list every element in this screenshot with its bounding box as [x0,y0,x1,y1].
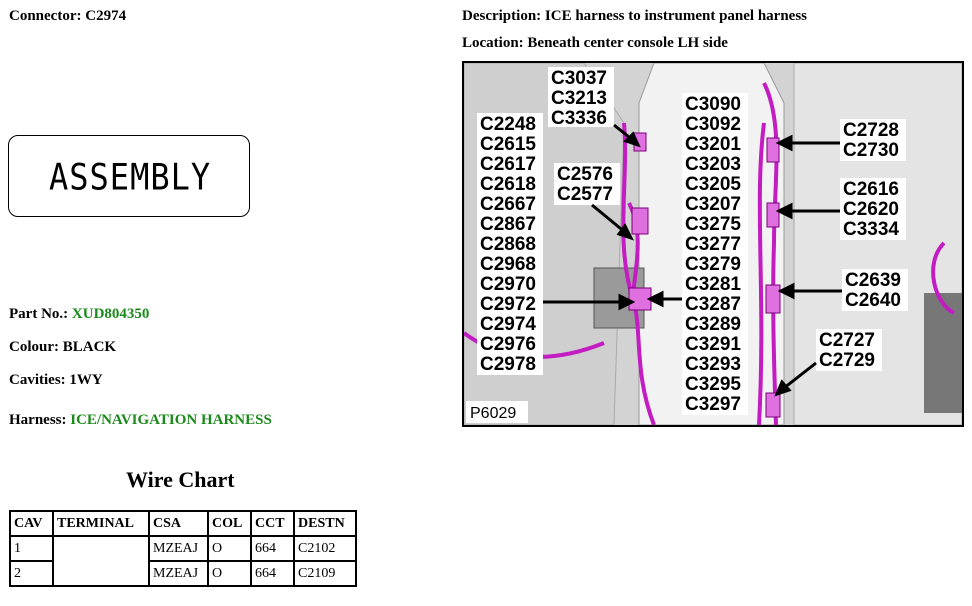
label-c2727: C2727 [819,330,875,351]
connector-body [766,393,780,417]
label-c2976: C2976 [480,334,536,355]
colour-line [9,339,116,356]
part-no-link[interactable]: XUD804350 [71,306,150,322]
label-c2730: C2730 [843,140,899,161]
col-destn: DESTN [294,511,356,536]
connector-body [767,203,779,227]
right-bracket-shape [924,293,962,413]
wire-chart-header-row [10,511,356,536]
location-value: Beneath center console LH side [527,35,728,51]
label-c2974: C2974 [480,314,536,335]
label-c3279: C3279 [685,254,741,275]
colour-label: Colour: [9,339,59,355]
label-c3092: C3092 [685,114,741,135]
label-c2617: C2617 [480,154,536,175]
description-line [462,8,807,25]
label-c3291: C3291 [685,334,741,355]
photo-id-label: P6029 [470,405,517,422]
cell-col: O [208,561,251,586]
cell-cct: 664 [251,561,294,586]
harness-label: Harness: [9,412,67,428]
connector-line [9,8,126,25]
cavities-line [9,372,103,389]
label-c3295: C3295 [685,374,741,395]
label-c2968: C2968 [480,254,536,275]
cell-cav: 2 [10,561,53,586]
cell-col: O [208,536,251,561]
label-c2618: C2618 [480,174,536,195]
location-label: Location: [462,35,524,51]
label-c3287: C3287 [685,294,741,315]
label-c2667: C2667 [480,194,536,215]
label-c2728: C2728 [843,120,899,141]
assembly-box [8,135,250,217]
connector-label: Connector: [9,8,82,24]
label-c3281: C3281 [685,274,741,295]
label-c3037: C3037 [551,68,607,89]
label-c2868: C2868 [480,234,536,255]
cavities-label: Cavities: [9,372,66,388]
label-c2867: C2867 [480,214,536,235]
description-value: ICE harness to instrument panel harness [544,8,808,24]
label-c3207: C3207 [685,194,741,215]
col-cav: CAV [10,511,53,536]
label-c2640: C2640 [845,290,901,311]
colour-value: BLACK [62,339,117,355]
label-c3334: C3334 [843,219,899,240]
connector-value: C2974 [85,8,127,24]
harness-link[interactable]: ICE/NAVIGATION HARNESS [70,412,272,428]
harness-line [9,412,272,429]
cell-cct: 664 [251,536,294,561]
label-c2577: C2577 [557,184,613,205]
connector-body [766,285,780,313]
part-no-label: Part No.: [9,306,69,322]
description-label: Description: [462,8,542,24]
cell-cav: 1 [10,536,53,561]
photo-illustration [464,63,962,425]
cell-destn: C2102 [294,536,356,561]
label-c2576: C2576 [557,164,613,185]
cavities-value: 1WY [69,372,103,388]
assembly-text: ASSEMBLY [49,155,212,199]
connector-body [632,208,648,234]
label-c2615: C2615 [480,134,536,155]
col-terminal: TERMINAL [53,511,149,536]
col-col: COL [208,511,251,536]
wire-chart-title: Wire Chart [126,467,235,492]
label-c3277: C3277 [685,234,741,255]
label-c2639: C2639 [845,270,901,291]
location-photo [462,61,964,427]
location-line [462,35,728,52]
left-column-labels [480,114,536,375]
label-c3205: C3205 [685,174,741,195]
label-c3336: C3336 [551,108,607,129]
label-c3203: C3203 [685,154,741,175]
label-c2620: C2620 [843,199,899,220]
label-c3201: C3201 [685,134,741,155]
label-c3090: C3090 [685,94,741,115]
label-c2978: C2978 [480,354,536,375]
label-c2616: C2616 [843,179,899,200]
cell-csa: MZEAJ [149,561,208,586]
label-c2970: C2970 [480,274,536,295]
connector-body [767,138,779,162]
label-c3289: C3289 [685,314,741,335]
label-c3213: C3213 [551,88,607,109]
col-csa: CSA [149,511,208,536]
label-c3297: C3297 [685,394,741,415]
center-column-labels [685,94,741,415]
label-c3293: C3293 [685,354,741,375]
part-no-line [9,306,149,323]
label-c2729: C2729 [819,350,875,371]
cell-destn: C2109 [294,561,356,586]
label-c3275: C3275 [685,214,741,235]
table-row [10,536,356,561]
label-c2972: C2972 [480,294,536,315]
col-cct: CCT [251,511,294,536]
cell-csa: MZEAJ [149,536,208,561]
wire-chart-table [9,510,357,587]
label-c2248: C2248 [480,114,536,135]
cell-terminal [53,536,149,586]
